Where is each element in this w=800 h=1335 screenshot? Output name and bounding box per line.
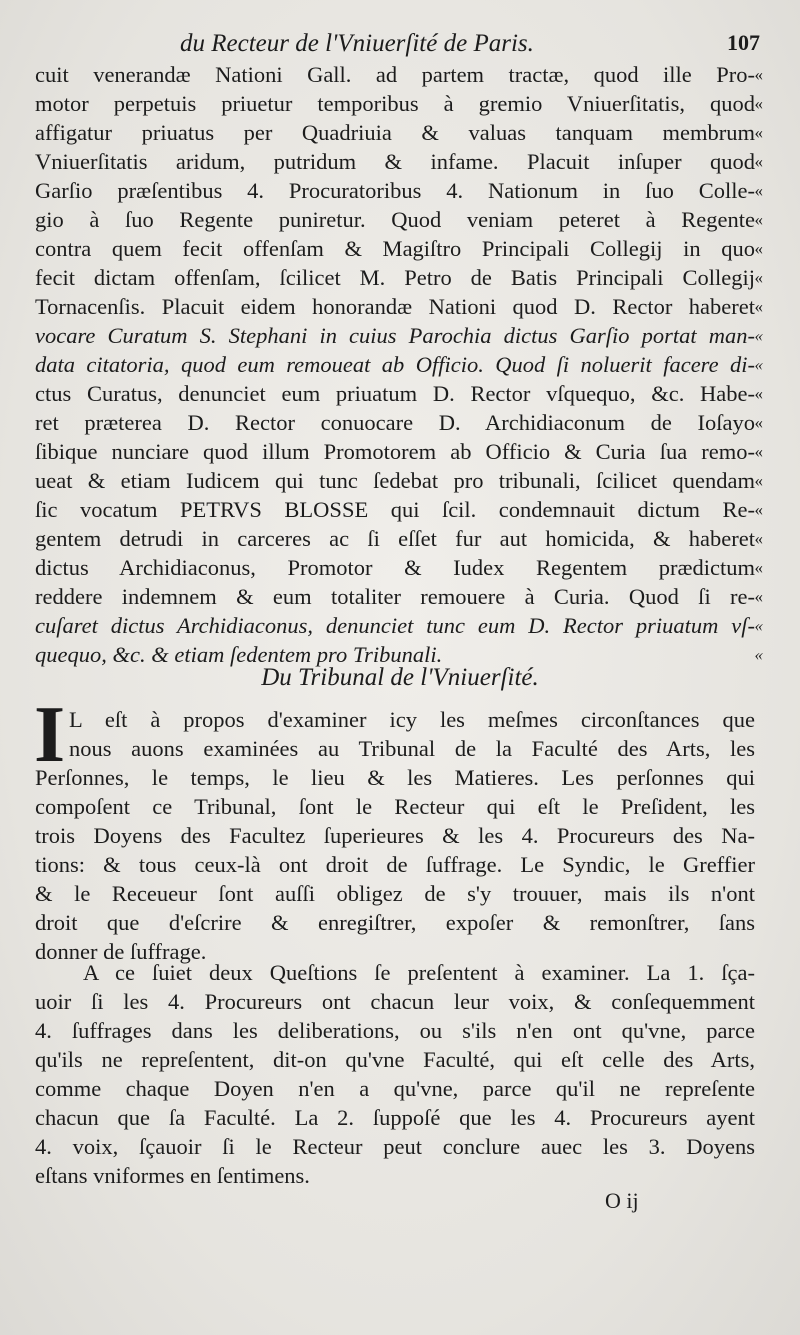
text-line: chacun que ſa Faculté. La 2. ſuppoſé que les 4. Procureurs ayent: [35, 1105, 755, 1130]
quote-mark: «: [754, 442, 763, 461]
text-line: tions: & tous ceux-là ont droit de ſuffrage. Le Syndic, le Greffier: [35, 852, 755, 877]
text-line: droit que d'eſcrire & enregiſtrer, expoſer & remonſtrer, ſans: [35, 910, 755, 935]
text-line: compoſent ce Tribunal, ſont le Recteur qui eſt le Preſident, les: [35, 794, 755, 819]
text-line: Garſio præſentibus 4. Procuratoribus 4. Nationum in ſuo Colle- «: [35, 178, 763, 203]
text-line: affigatur priuatus per Quadriuia & valuas tanquam membrum «: [35, 120, 763, 145]
text-line: gio à ſuo Regente puniretur. Quod veniam peteret à Regente «: [35, 207, 763, 232]
text-line: quequo, &c. & etiam ſedentem pro Tribunali. «: [35, 642, 763, 667]
text-line: qu'ils ne repreſentent, dit-on qu'vne Faculté, qui eſt celle des Arts,: [35, 1047, 755, 1072]
text-line: donner de ſuffrage.: [35, 939, 207, 964]
text-line: motor perpetuis priuetur temporibus à gremio Vniuerſitatis, quod «: [35, 91, 763, 116]
text-line: ueat & etiam Iudicem qui tunc ſedebat pro tribunali, ſcilicet quendam «: [35, 468, 763, 493]
quote-mark: «: [754, 152, 763, 171]
quote-mark: «: [754, 558, 763, 577]
text-line: L eſt à propos d'examiner icy les meſmes circonſtances que: [69, 707, 755, 732]
quote-mark: «: [754, 384, 763, 403]
text-line: & le Receueur ſont auſſi obligez de s'y trouuer, mais ils n'ont: [35, 881, 755, 906]
quote-mark: «: [754, 326, 763, 345]
quote-mark: «: [754, 65, 763, 84]
text-line: Perſonnes, le temps, le lieu & les Matieres. Les perſonnes qui: [35, 765, 755, 790]
quote-mark: «: [754, 268, 763, 287]
latin-extract: [35, 60, 763, 669]
page-number: 107: [727, 30, 760, 55]
quote-mark: «: [754, 500, 763, 519]
text-line: 4. ſuffrages dans les deliberations, ou s'ils n'en ont qu'vne, parce: [35, 1018, 755, 1043]
quote-mark: «: [754, 616, 763, 635]
text-line: trois Doyens des Facultez ſuperieures & les 4. Procureurs des Na-: [35, 823, 755, 848]
quote-mark: «: [754, 94, 763, 113]
text-line: ſic vocatum PETRVS BLOSSE qui ſcil. condemnauit dictum Re- «: [35, 497, 763, 522]
quote-mark: «: [754, 297, 763, 316]
text-line: Tornacenſis. Placuit eidem honorandæ Nationi quod D. Rector haberet «: [35, 294, 763, 319]
page-header: [180, 30, 760, 60]
text-line: cuit venerandæ Nationi Gall. ad partem tractæ, quod ille Pro- «: [35, 62, 763, 87]
text-line: A ce ſuiet deux Queſtions ſe preſentent à examiner. La 1. ſça-: [83, 960, 755, 985]
text-line: ret præterea D. Rector conuocare D. Archidiaconum de Ioſayo «: [35, 410, 763, 435]
text-line: 4. voix, ſçauoir ſi le Recteur peut conclure auec les 3. Doyens: [35, 1134, 755, 1159]
text-line: Vniuerſitatis aridum, putridum & infame. Placuit inſuper quod «: [35, 149, 763, 174]
text-line: gentem detrudi in carceres ac ſi eſſet fur aut homicida, & haberet «: [35, 526, 763, 551]
paragraph-tribunal: [35, 705, 755, 966]
quote-mark: «: [754, 239, 763, 258]
quote-mark: «: [754, 413, 763, 432]
text-line: data citatoria, quod eum remoueat ab Officio. Quod ſi noluerit facere di- «: [35, 352, 763, 377]
text-line: ctus Curatus, denunciet eum priuatum D. Rector vſquequo, &c. Habe- «: [35, 381, 763, 406]
text-line: comme chaque Doyen n'en a qu'vne, parce qu'il ne repreſente: [35, 1076, 755, 1101]
section-heading: Du Tribunal de l'Vniuerſité.: [261, 664, 539, 691]
running-title: du Recteur de l'Vniuerſité de Paris.: [180, 30, 534, 57]
quote-mark: «: [754, 587, 763, 606]
signature-mark: O ij: [605, 1188, 639, 1213]
quote-mark: «: [754, 529, 763, 548]
text-line: dictus Archidiaconus, Promotor & Iudex Regentem prædictum «: [35, 555, 763, 580]
quote-mark: «: [754, 645, 763, 664]
text-line: contra quem fecit offenſam & Magiſtro Principali Collegij in quo «: [35, 236, 763, 261]
text-line: cuſaret dictus Archidiaconus, denunciet tunc eum D. Rector priuatum vſ- «: [35, 613, 763, 638]
paragraph-questions: [35, 958, 755, 1190]
quote-mark: «: [754, 355, 763, 374]
text-line: vocare Curatum S. Stephani in cuius Parochia dictus Garſio portat man- «: [35, 323, 763, 348]
text-line: nous auons examinées au Tribunal de la Faculté des Arts, les: [69, 736, 755, 761]
text-line: ſibique nunciare quod illum Promotorem ab Officio & Curia ſua remo- «: [35, 439, 763, 464]
drop-cap: I: [34, 691, 66, 779]
text-line: reddere indemnem & eum totaliter remouere à Curia. Quod ſi re- «: [35, 584, 763, 609]
text-line: fecit dictam offenſam, ſcilicet M. Petro de Batis Principali Collegij «: [35, 265, 763, 290]
quote-mark: «: [754, 181, 763, 200]
quote-mark: «: [754, 210, 763, 229]
text-line: eſtans vniformes en ſentimens.: [35, 1163, 310, 1188]
quote-mark: «: [754, 123, 763, 142]
text-line: uoir ſi les 4. Procureurs ont chacun leur voix, & conſequemment: [35, 989, 755, 1014]
quote-mark: «: [754, 471, 763, 490]
